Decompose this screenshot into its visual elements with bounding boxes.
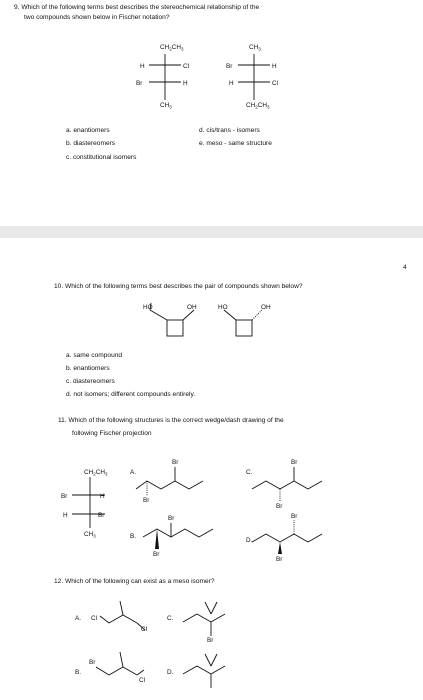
svg-text:HO: HO [143, 304, 153, 311]
q9-prompt-line1: 9. Which of the following terms best describes the stereochemical relationship of the [14, 4, 260, 11]
svg-text:Br: Br [61, 493, 68, 500]
svg-text:C.: C. [246, 469, 253, 476]
svg-text:Br: Br [153, 551, 160, 558]
q11-prompt-line2: following Fischer projection [72, 430, 152, 437]
q10-prompt: 10. Which of the following terms best describes the pair of compounds shown below? [54, 283, 303, 290]
q12-choice-c[interactable] [167, 602, 225, 644]
q9-fischer-right [226, 44, 278, 110]
q10-option-d[interactable]: d. not isomers; different compounds entirely. [66, 391, 196, 398]
q11-prompt-line1: 11. Which of the following structures is the correct wedge/dash drawing of the [58, 417, 284, 424]
svg-text:CH3: $CH_3$ [160, 102, 172, 110]
svg-text:Br: Br [291, 459, 298, 466]
q9-option-b[interactable]: b. diastereomers [66, 140, 116, 147]
q9-option-e[interactable]: e. meso - same structure [199, 140, 272, 147]
svg-text:Br: Br [291, 513, 298, 520]
svg-text:B.: B. [130, 533, 137, 540]
svg-text:Br: Br [168, 515, 175, 522]
q12-choice-b[interactable] [75, 652, 145, 684]
q9-right-r2-left: H [229, 80, 234, 87]
q9-prompt-line2: two compounds shown below in Fischer notation? [24, 14, 170, 21]
q9-fischer-left [136, 44, 189, 110]
svg-text:Cl: Cl [91, 615, 98, 622]
q10-option-a[interactable]: a. same compound [66, 352, 123, 359]
svg-text:H: H [100, 493, 105, 500]
q9-option-c[interactable]: c. constitutional isomers [66, 154, 137, 161]
svg-text:Br: Br [143, 497, 150, 504]
q9-left-r2-left: Br [136, 80, 143, 87]
svg-text:B.: B. [75, 669, 82, 676]
svg-text:Cl: Cl [141, 626, 148, 633]
svg-text:A.: A. [130, 469, 137, 476]
q10-option-c[interactable]: c. diastereomers [66, 378, 115, 385]
q10-option-b[interactable]: b. enantiomers [66, 365, 110, 372]
svg-text:D.: D. [167, 669, 174, 676]
svg-text:C.: C. [167, 615, 174, 622]
q9-option-a[interactable]: a. enantiomers [66, 127, 110, 134]
q9-fischer-projections [0, 0, 423, 226]
q12-choice-d[interactable] [167, 654, 225, 688]
svg-text:Br: Br [89, 659, 96, 666]
svg-text:CH2CH3: $CH_2CH_3$ [84, 469, 108, 477]
page-questions-10-12 [0, 238, 423, 700]
svg-text:OH: OH [261, 304, 271, 311]
svg-text:Br: Br [276, 556, 283, 563]
q9-left-r1-left: H [140, 63, 145, 70]
svg-text:Br: Br [172, 459, 179, 466]
svg-text:CH2CH3: $CH_2CH_3$ [160, 44, 184, 52]
svg-text:Br: Br [276, 503, 283, 510]
svg-text:CH3: $CH_3$ [84, 531, 96, 539]
svg-text:D.: D. [246, 537, 253, 544]
svg-text:A.: A. [75, 615, 82, 622]
svg-text:CH3: $CH_3$ [249, 44, 261, 52]
q9-right-r1-right: H [272, 63, 277, 70]
page-number: 4 [403, 264, 407, 271]
svg-text:HO: HO [218, 304, 228, 311]
q12-drawings [0, 238, 423, 700]
svg-text:Cl: Cl [139, 677, 146, 684]
svg-text:OH: OH [187, 304, 197, 311]
q9-right-r1-left: Br [226, 63, 233, 70]
q9-left-r2-right: H [183, 80, 188, 87]
q9-option-d[interactable]: d. cis/trans - isomers [199, 127, 260, 134]
svg-text:H: H [63, 512, 68, 519]
q9-left-r1-right: Cl [183, 63, 190, 70]
q12-prompt: 12. Which of the following can exist as a meso isomer? [54, 578, 215, 585]
q12-choice-a[interactable] [75, 601, 147, 633]
svg-text:Br: Br [207, 637, 214, 644]
page-question-9 [0, 0, 423, 226]
svg-text:Br: Br [98, 512, 105, 519]
svg-text:CH2CH3: $CH_2CH_3$ [246, 102, 270, 110]
q9-right-r2-right: Cl [272, 80, 279, 87]
